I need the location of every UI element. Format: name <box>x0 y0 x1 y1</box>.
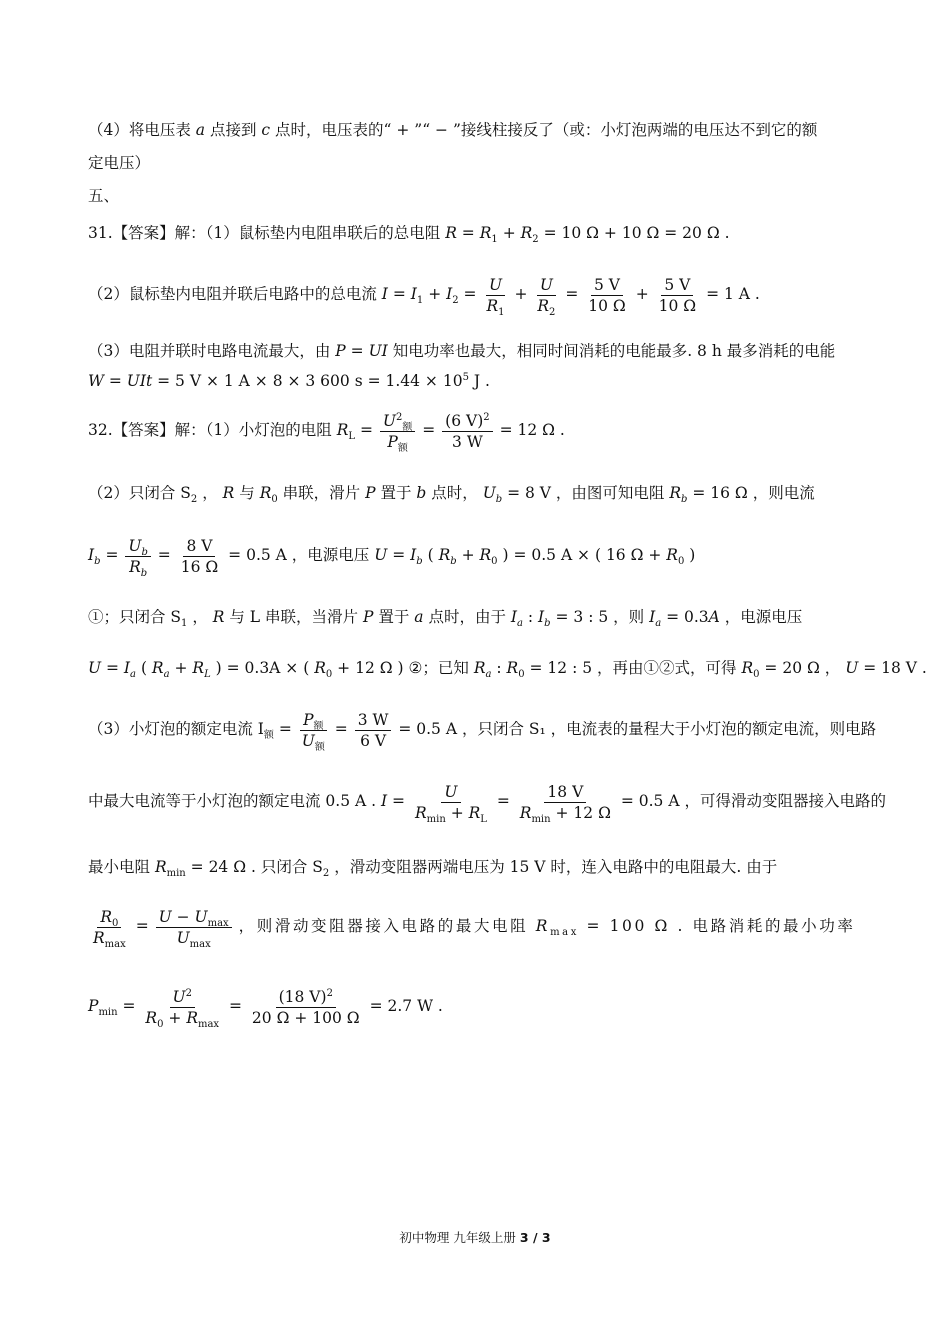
q32-part3-tail: = 0.5 A ，只闭合 S₁ ，电流表的量程大于小灯泡的额定电流，则电路 <box>398 720 877 738</box>
q32-part1-tail: = 12 Ω . <box>499 421 565 439</box>
q4-line-1: （4）将电压表 a 点接到 c 点时，电压表的“ + ”“ − ”接线柱接反了（或：小灯泡两端的电压达不到它的额 <box>88 121 818 139</box>
q32-part2-line3: ①；只闭合 $S_1$ ， R 与 L 串联，当滑片 P 置于 a 点时，由于 $I_a$ : $I_b = 3$ : 5 ，则 $I_a = 0.3A$ ，电源电压 <box>88 608 803 630</box>
q32-part3-line4: $\frac{R_0}{R_{max}}$ = $\frac{U - U_{max}}{U_{max}}$ ，则滑动变阻器接入电路的最大电阻 $R_{max} = 100$ Ω . 电路消耗的最小功率 <box>93 907 856 950</box>
q31-part2-tail: = 1 A . <box>706 285 760 303</box>
q31-part2: （2）鼠标垫内电阻并联后电路中的总电流 $I = I_1 + I_2$ = $\frac{U}{R_1}$ + $\frac{U}{R_2}$ = $\frac{5 V}{10 \Omega}$ + $\frac{5 V}{10 \Omega}$ = 1 A . <box>88 275 760 318</box>
q31-part3-line2: W = UIt = 5 V × 1 A × 8 × 3 600 $s = 1.44 \times 10^5$ J . <box>88 371 490 390</box>
q32-part1: 32.【答案】解：（1）小灯泡的电阻 $R_L$ = $\frac{U^2_额}{P_额}$ = $\frac{(6 V)^2}{3 W}$ = 12 Ω . <box>88 411 565 454</box>
page-footer <box>0 1228 950 1246</box>
q32-part2-line1: （2）只闭合 $S_2$ ， R 与 $R_0$ 串联，滑片 P 置于 b 点时， $U_b = 8$ V ，由图可知电阻 $R_b = 16$ Ω ，则电流 <box>88 484 815 506</box>
q32-part3-head: （3）小灯泡的额定电流 I <box>88 720 264 738</box>
q32-part3-line1: （3）小灯泡的额定电流 $I_额$ = $\frac{P_额}{U_额}$ = $\frac{3 W}{6 V}$ = 0.5 A ，只闭合 S₁ ，电流表的量程大于小灯泡的额定电流，则电路 <box>88 710 877 753</box>
q32-part3-line5-tail: = 2.7 W . <box>369 997 443 1015</box>
q32-part3-line5: $P_{min}$ = $\frac{U^2}{R_0 + R_{max}}$ = $\frac{(18 V)^2}{20 \Omega + 100 \Omega}$ = 2.7 W . <box>88 987 443 1030</box>
section-heading: 五、 <box>88 187 120 205</box>
footer-title: 初中物理 九年级上册 <box>399 1230 516 1245</box>
q32-part3-line3: 最小电阻 $R_{min} = 24$ Ω . 只闭合 $S_2$ ，滑动变阻器两端电压为 15 V 时，连入电路中的电阻最大. 由于 <box>88 858 778 880</box>
q32-part2-line4: $U = I_a$ ( $R_a + R_L$ ) = 0.3A × ( $R_0 + 12$ Ω ) ②；已知 $R_a$ : $R_0 = 12$ : 5 ，再由①②式，可得 $R_0 = 20$ Ω ， U = 18 V . <box>88 659 927 681</box>
q4-line-2: 定电压） <box>88 154 151 172</box>
q32-part2-line2: $I_b$ = $\frac{U_b}{R_b}$ = $\frac{8 V}{16 \Omega}$ = 0.5 A ，电源电压 $U = I_b$ ( $R_b + R_0$ ) = 0.5 A × ( 16 $\Omega + R_0$ ) <box>88 536 696 579</box>
page-number: 3 / 3 <box>519 1230 551 1245</box>
q32-part3-line2-head: 中最大电流等于小灯泡的额定电流 0.5 A . <box>88 792 377 810</box>
q31-part3-line1: （3）电阻并联时电路电流最大，由 P = UI 知电功率也最大，相同时间消耗的电能最多. 8 h 最多消耗的电能 <box>88 342 836 360</box>
q32-part3-line2: 中最大电流等于小灯泡的额定电流 0.5 A . I = $\frac{U}{R_{min} + R_L}$ = $\frac{18 V}{R_{min} + 12 \Omega}$ = 0.5 A ，可得滑动变阻器接入电路的 <box>88 782 886 825</box>
q32-part3-line2-tail: = 0.5 A ，可得滑动变阻器接入电路的 <box>620 792 886 810</box>
q31-part1: 31.【答案】解：（1）鼠标垫内电阻串联后的总电阻 $R = R_1 + R_2 = 10$ Ω + 10 Ω = 20 Ω . <box>88 224 730 246</box>
